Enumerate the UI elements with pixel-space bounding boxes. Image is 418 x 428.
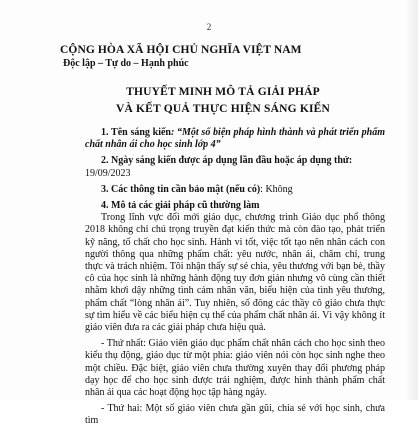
paragraph-2: - Thứ nhất: Giáo viên giáo dục phẩm chất nhân cách cho học sinh theo kiểu thụ động, giáo dục từ một phía: giáo viên nói còn học sinh nghe theo một chiều. Đặc biệt, giáo viên chưa thường xuyên thay đổi phương pháp dạy học để cho học sinh được trải nghiệm, được hình thành phẩm chất nhân ái qua các hoạt động học tập hàng ngày. xyxy=(85,338,385,399)
document-title xyxy=(0,86,418,115)
section-3-text: : Không xyxy=(260,183,293,195)
section-1-label: 1. Tên sáng kiến xyxy=(101,127,171,138)
national-motto: Độc lập – Tự do – Hạnh phúc xyxy=(63,58,189,69)
title-line-2: VÀ KẾT QUẢ THỰC HIỆN SÁNG KIẾN xyxy=(115,103,331,115)
section-3-label: 3. Các thông tin cần bảo mật (nếu có) xyxy=(101,183,261,195)
nation-title: CỘNG HÒA XÃ HỘI CHỦ NGHĨA VIỆT NAM xyxy=(60,44,302,56)
section-1-text: : “Một số biện pháp hình thành và phát triển phẩm chất nhân ái cho học sinh lớp 4” xyxy=(85,127,385,151)
national-header xyxy=(60,44,320,69)
section-3 xyxy=(85,184,385,196)
section-1 xyxy=(85,127,385,151)
document-body xyxy=(85,127,385,428)
page-number: 2 xyxy=(206,22,212,32)
section-2-date: 19/09/2023 xyxy=(85,167,131,179)
section-2-colon: : xyxy=(348,155,353,167)
paragraph-3: - Thứ hai: Một số giáo viên chưa gần gũi, chia sẻ với học sinh, chưa tìm xyxy=(85,403,385,427)
title-line-1: THUYẾT MINH MÔ TẢ GIẢI PHÁP xyxy=(126,86,320,98)
section-4 xyxy=(85,200,385,212)
paragraph-1: Trong lĩnh vực đổi mới giáo dục, chương trình Giáo dục phổ thông 2018 không chỉ chú trọng truyền đạt kiến thức mà còn đào tạo, phát triển kỹ năng, tố chất cho học sinh. Hành vi tốt, việc tốt tạo nên nhân cách con người thông qua những phẩm chất: yêu nước, nhân ái, chăm chỉ, trung thực và trách nhiệm. Tôi nhận thấy sự sẻ chia, yêu thương với bạn bè, thầy cô của học sinh là những hành động tuy đơn giản nhưng vô cùng cần thiết nhằm khơi dậy những tình cảm nhân văn, biểu hiện của tình yêu thương, phẩm chất “lòng nhân ái”. Tuy nhiên, số đông các thầy cô giáo chưa thực sự tìm hiểu về các biểu hiện cụ thể của phẩm chất nhân ái. Vì vậy không ít giáo viên đưa ra các giải pháp chưa hiệu quả. xyxy=(85,212,385,334)
section-2 xyxy=(85,155,385,179)
section-2-label: 2. Ngày sáng kiến được áp dụng lần đầu hoặc áp dụng thử xyxy=(101,155,349,167)
section-4-label: 4. Mô tả các giải pháp cũ thường làm xyxy=(101,200,260,212)
page-edge-shadow xyxy=(404,0,418,400)
